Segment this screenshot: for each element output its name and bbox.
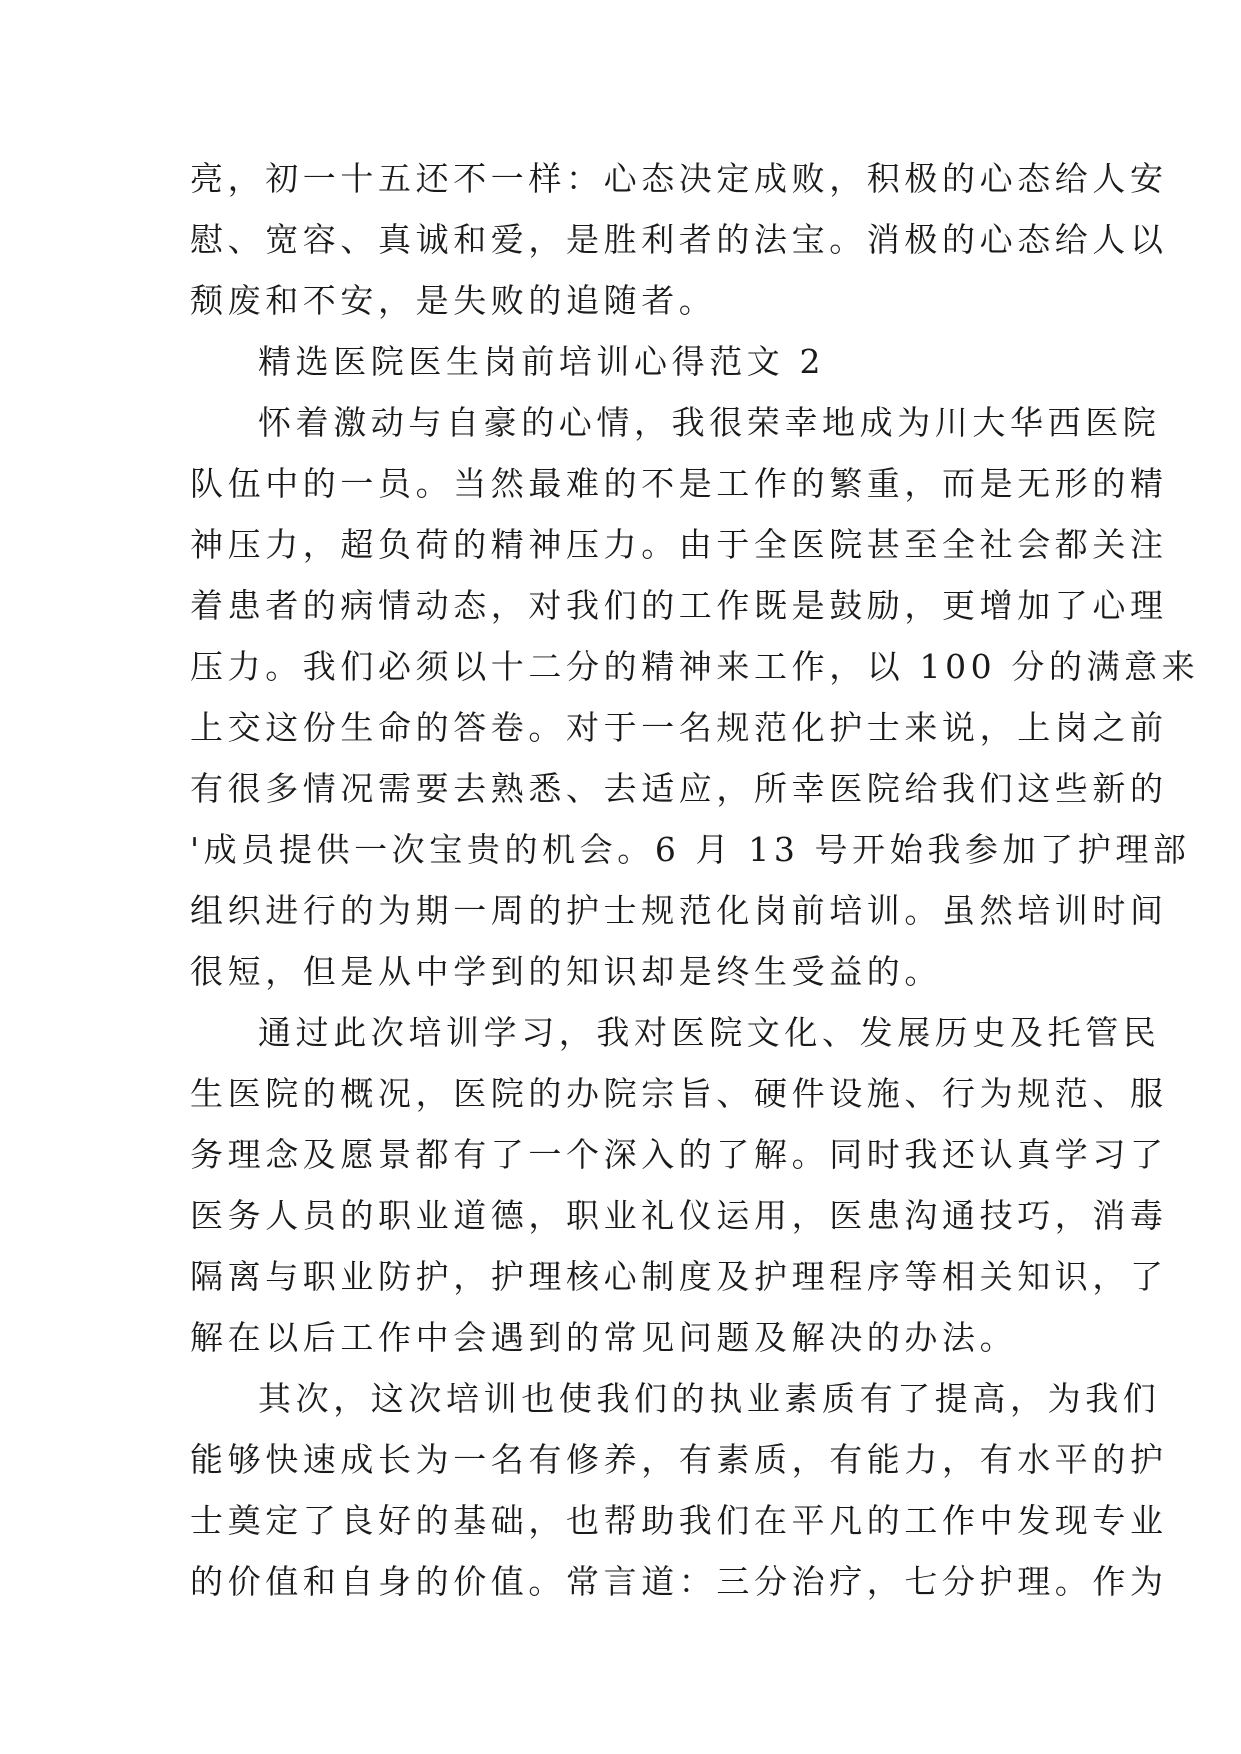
text-line: 其次，这次培训也使我们的执业素质有了提高，为我们	[258, 1379, 1161, 1418]
document-body	[190, 148, 1200, 1612]
text-line: 隔离与职业防护，护理核心制度及护理程序等相关知识，了	[190, 1257, 1168, 1296]
text-line: 医务人员的职业道德，职业礼仪运用，医患沟通技巧，消毒	[190, 1196, 1168, 1235]
text-line: 压力。我们必须以十二分的精神来工作，以 100 分的满意来	[190, 647, 1200, 686]
text-line: 的价值和自身的价值。常言道：三分治疗，七分护理。作为	[190, 1562, 1168, 1601]
section-heading: 精选医院医生岗前培训心得范文 2	[258, 342, 826, 381]
text-line: 亮，初一十五还不一样：心态决定成败，积极的心态给人安	[190, 159, 1168, 198]
text-line: 能够快速成长为一名有修养，有素质，有能力，有水平的护	[190, 1440, 1168, 1479]
text-line: '成员提供一次宝贵的机会。6 月 13 号开始我参加了护理部	[190, 830, 1191, 869]
text-line: 解在以后工作中会遇到的常见问题及解决的办法。	[190, 1318, 1018, 1357]
text-line: 队伍中的一员。当然最难的不是工作的繁重，而是无形的精	[190, 464, 1168, 503]
text-line: 慰、宽容、真诚和爱，是胜利者的法宝。消极的心态给人以	[190, 220, 1168, 259]
text-line: 怀着激动与自豪的心情，我很荣幸地成为川大华西医院	[258, 403, 1161, 442]
text-line: 士奠定了良好的基础，也帮助我们在平凡的工作中发现专业	[190, 1501, 1168, 1540]
text-line: 神压力，超负荷的精神压力。由于全医院甚至全社会都关注	[190, 525, 1168, 564]
text-line: 务理念及愿景都有了一个深入的了解。同时我还认真学习了	[190, 1135, 1168, 1174]
text-line: 组织进行的为期一周的护士规范化岗前培训。虽然培训时间	[190, 891, 1168, 930]
text-line: 着患者的病情动态，对我们的工作既是鼓励，更增加了心理	[190, 586, 1168, 625]
text-line: 有很多情况需要去熟悉、去适应，所幸医院给我们这些新的	[190, 769, 1168, 808]
text-line: 很短，但是从中学到的知识却是终生受益的。	[190, 952, 942, 991]
text-line: 颓废和不安，是失败的追随者。	[190, 281, 717, 320]
text-line: 生医院的概况，医院的办院宗旨、硬件设施、行为规范、服	[190, 1074, 1168, 1113]
text-line: 上交这份生命的答卷。对于一名规范化护士来说，上岗之前	[190, 708, 1168, 747]
text-line: 通过此次培训学习，我对医院文化、发展历史及托管民	[258, 1013, 1161, 1052]
